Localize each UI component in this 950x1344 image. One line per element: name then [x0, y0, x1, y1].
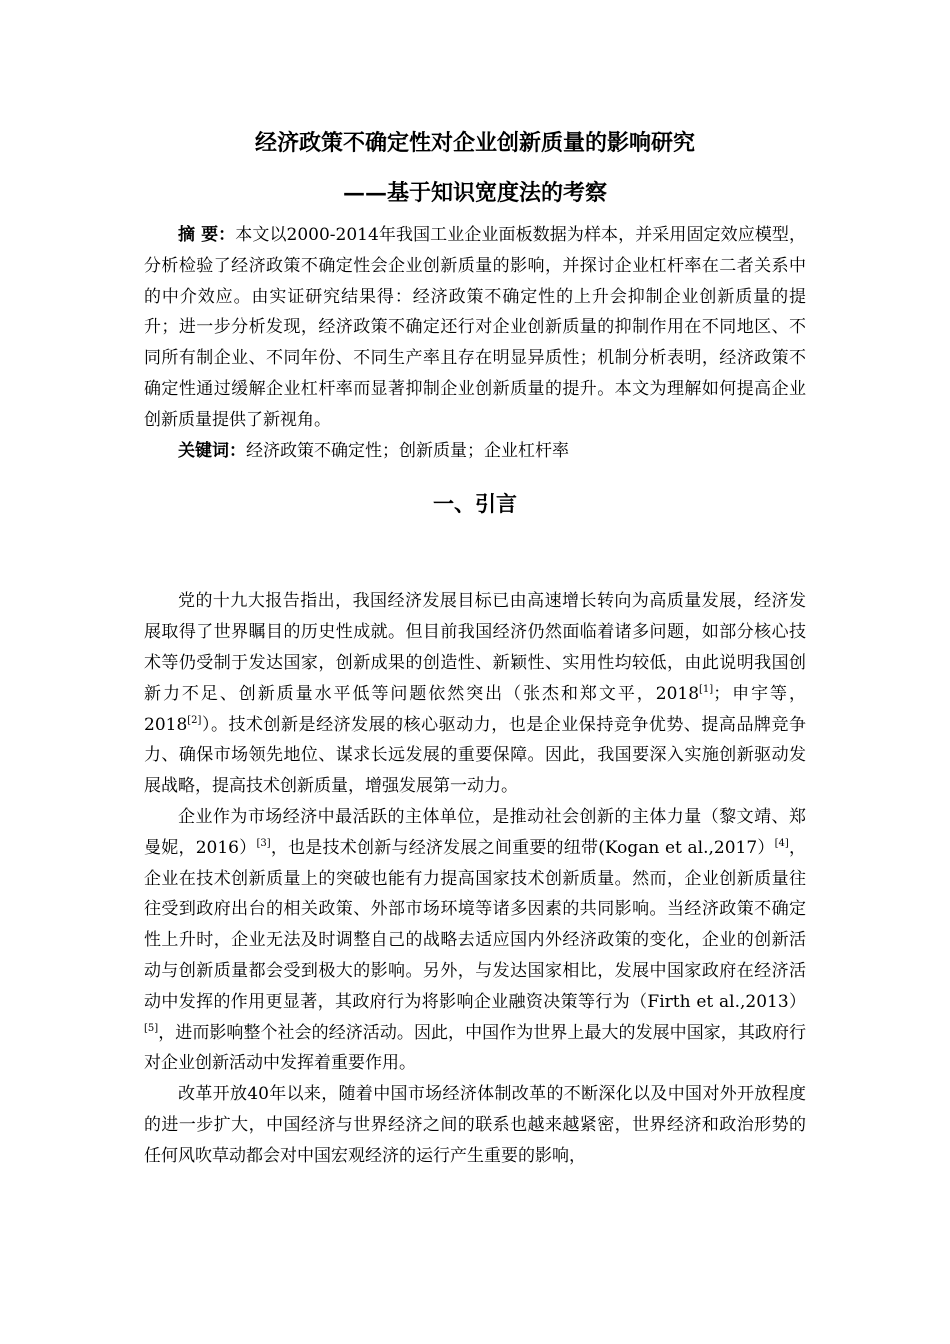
paragraph-text: ）。技术创新是经济发展的核心驱动力，也是企业保持竞争优势、提高品牌竞争力、确保市场领先地位、谋求长远发展的重要保障。因此，我国要深入实施创新驱动发展战略，提高技术创新质量，增强发展第一动力。 [144, 714, 806, 797]
paragraph-text: ，企业在技术创新质量上的突破也能有力提高国家技术创新质量。然而，企业创新质量往往受到政府出台的相关政策、外部市场环境等诸多因素的共同影响。当经济政策不确定性上升时，企业无法及时调整自己的战略去适应国内外经济政策的变化，企业的创新活动与创新质量都会受到极大的影响。另外，与发达国家相比，发展中国家政府在经济活动中发挥的作用更显著，其政府行为将影响企业融资决策等行为（Firth et al.,2013） [144, 837, 807, 1012]
citation-ref-3: [3] [256, 837, 271, 849]
intro-paragraph-3: 改革开放40年以来，随着中国市场经济体制改革的不断深化以及中国对外开放程度的进一步扩大，中国经济与世界经济之间的联系也越来越紧密，世界经济和政治形势的任何风吹草动都会对中国宏观经济的运行产生重要的影响， [144, 1084, 806, 1166]
citation-ref-1: [1] [699, 683, 714, 695]
abstract-label: 摘 要： [178, 225, 236, 245]
citation-ref-4: [4] [774, 837, 789, 849]
citation-ref-2: [2] [187, 714, 202, 726]
intro-paragraph-2 [144, 802, 806, 1079]
paragraph-text: ，也是技术创新与经济发展之间重要的纽带(Kogan et al.,2017） [270, 837, 775, 858]
paper-title: 经济政策不确定性对企业创新质量的影响研究 [254, 130, 695, 156]
paragraph-text: 企业作为市场经济中最活跃的主体单位，是推动社会创新的主体力量（黎文靖、郑曼妮，2016） [144, 806, 806, 858]
citation-ref-5: [5] [144, 1022, 159, 1034]
intro-paragraph-1 [144, 586, 806, 802]
abstract [144, 220, 806, 436]
paper-subtitle: ——基于知识宽度法的考察 [342, 180, 607, 206]
keywords-label: 关键词： [178, 440, 246, 461]
paragraph-text: 党的十九大报告指出，我国经济发展目标已由高速增长转向为高质量发展，经济发展取得了世界瞩目的历史性成就。但目前我国经济仍然面临着诸多问题，如部分核心技术等仍受制于发达国家，创新成果的创造性、新颖性、实用性均较低，由此说明我国创新力不足、创新质量水平低等问题依然突出（张杰和郑文平，2018 [144, 591, 806, 704]
abstract-text: 本文以2000-2014年我国工业企业面板数据为样本，并采用固定效应模型，分析检验了经济政策不确定性会企业创新质量的影响，并探讨企业杠杆率在二者关系中的中介效应。由实证研究结果得：经济政策不确定性的上升会抑制企业创新质量的提升；进一步分析发现，经济政策不确定还行对企业创新质量的抑制作用在不同地区、不同所有制企业、不同年份、不同生产率且存在明显异质性；机制分析表明，经济政策不确定性通过缓解企业杠杆率而显著抑制企业创新质量的提升。本文为理解如何提高企业创新质量提供了新视角。 [144, 225, 806, 430]
paragraph-text: ，进而影响整个社会的经济活动。因此，中国作为世界上最大的发展中国家，其政府行对企业创新活动中发挥着重要作用。 [144, 1022, 806, 1074]
keywords-text: 经济政策不确定性；创新质量；企业杠杆率 [246, 440, 569, 461]
keywords [144, 436, 806, 467]
paragraph-text: ；申宇等，2018 [144, 683, 807, 735]
section-heading-introduction: 一、引言 [433, 491, 517, 517]
document-page [144, 118, 806, 1172]
